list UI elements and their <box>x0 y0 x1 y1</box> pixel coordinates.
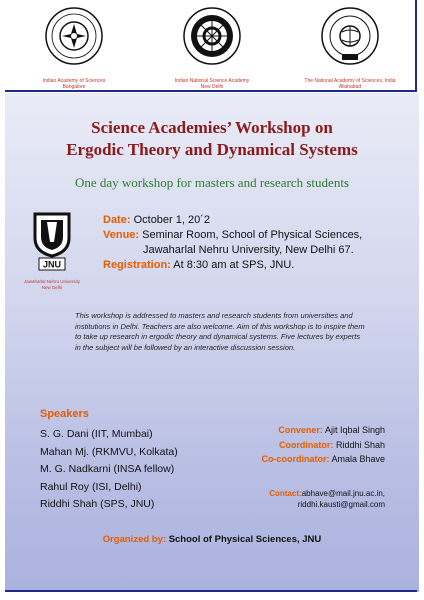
speaker-item: S. G. Dani (IIT, Mumbai) <box>40 428 153 440</box>
workshop-poster <box>5 0 419 592</box>
speaker-item: Rahul Roy (ISI, Delhi) <box>40 480 142 493</box>
coordinator-value: Riddhi Shah <box>335 439 385 450</box>
jnu-caption-line2: New Delhi <box>41 285 63 290</box>
org-ias-name-line1: Indian Academy of Sciences <box>42 78 106 84</box>
organized-by <box>5 534 419 545</box>
workshop-subtitle: One day workshop for masters and research students <box>74 175 349 190</box>
convener-label: Convener: <box>278 425 323 435</box>
venue-label: Venue: <box>103 229 140 241</box>
workshop-abstract: This workshop is addressed to masters and research students from universities and institutions in Delhi. Teachers are also welcome. Aim of this workshop is to inspire them to take up research in ergodic theory and dynamical systems. Five lectures by experts in the subject will be followed by an interactive discussion session. <box>75 311 365 352</box>
org-ias <box>5 6 143 90</box>
org-ias-name <box>5 78 143 90</box>
organisers-block <box>261 423 385 467</box>
workshop-title-line1: Science Academies’ Workshop on <box>91 118 333 137</box>
org-nasi-name-line1: The National Academy of Sciences, India <box>304 78 396 84</box>
registration-row <box>103 258 362 273</box>
speaker-item: Mahan Mj. (RKMVU, Kolkata) <box>40 445 178 458</box>
org-ias-name-line2: Bangalore <box>62 84 86 90</box>
organized-by-value: School of Physical Sciences, JNU <box>168 534 322 545</box>
poster-body <box>5 93 419 592</box>
ias-seal-icon <box>44 6 104 66</box>
poster-bottom-border <box>5 590 417 592</box>
contact-block <box>269 488 385 510</box>
convener-value: Ajit Iqbal Singh <box>324 425 385 435</box>
jnu-caption <box>17 279 87 291</box>
jnu-logo-icon <box>27 212 77 278</box>
jnu-caption-line1: Jawaharlal Nehru University <box>23 279 81 284</box>
org-nasi-name <box>281 78 419 90</box>
registration-label: Registration: <box>103 259 171 271</box>
date-label: Date: <box>103 214 131 226</box>
organized-by-label: Organized by: <box>102 534 167 545</box>
nasi-seal-icon <box>320 6 380 66</box>
org-insa-name-line1: Indian National Science Academy <box>174 78 250 84</box>
workshop-title <box>5 117 419 161</box>
date-row <box>103 213 362 228</box>
coordinator-row <box>261 438 385 453</box>
contact-row <box>269 488 385 499</box>
convener-row <box>261 423 385 438</box>
insa-seal-icon <box>182 6 242 66</box>
registration-value: At 8:30 am at SPS, JNU. <box>173 259 295 271</box>
org-nasi-name-line2: Allahabad <box>338 84 362 90</box>
org-nasi <box>281 6 419 90</box>
speakers-heading: Speakers <box>40 408 89 420</box>
header <box>5 0 419 92</box>
speaker-item: Riddhi Shah (SPS, JNU) <box>40 498 155 510</box>
org-insa-name <box>143 78 281 90</box>
cocoordinator-row <box>261 452 385 467</box>
org-insa-name-line2: New Delhi <box>200 84 224 90</box>
event-details <box>103 213 362 273</box>
jnu-logo-text: JNU <box>42 259 62 270</box>
org-insa <box>143 6 281 90</box>
speaker-item: M. G. Nadkarni (INSA fellow) <box>40 463 175 475</box>
contact-email-1[interactable]: abhave@mail.jnu.ac.in, <box>301 489 385 498</box>
venue-line1: Seminar Room, School of Physical Sciences, <box>142 229 363 241</box>
contact-email-2[interactable]: riddhi.kausti@gmail.com <box>297 500 385 509</box>
venue-row <box>103 228 362 243</box>
contact-label: Contact: <box>269 489 302 498</box>
coordinator-label: Coordinator: <box>278 439 334 450</box>
cocoordinator-label: Co-coordinator: <box>261 454 330 464</box>
speakers-list <box>40 426 178 514</box>
venue-line2: Jawaharlal Nehru University, New Delhi 67. <box>143 244 354 256</box>
date-value: October 1, 20´2 <box>133 214 211 226</box>
workshop-title-line2: Ergodic Theory and Dynamical Systems <box>66 140 358 159</box>
cocoordinator-value: Amala Bhave <box>331 454 385 464</box>
